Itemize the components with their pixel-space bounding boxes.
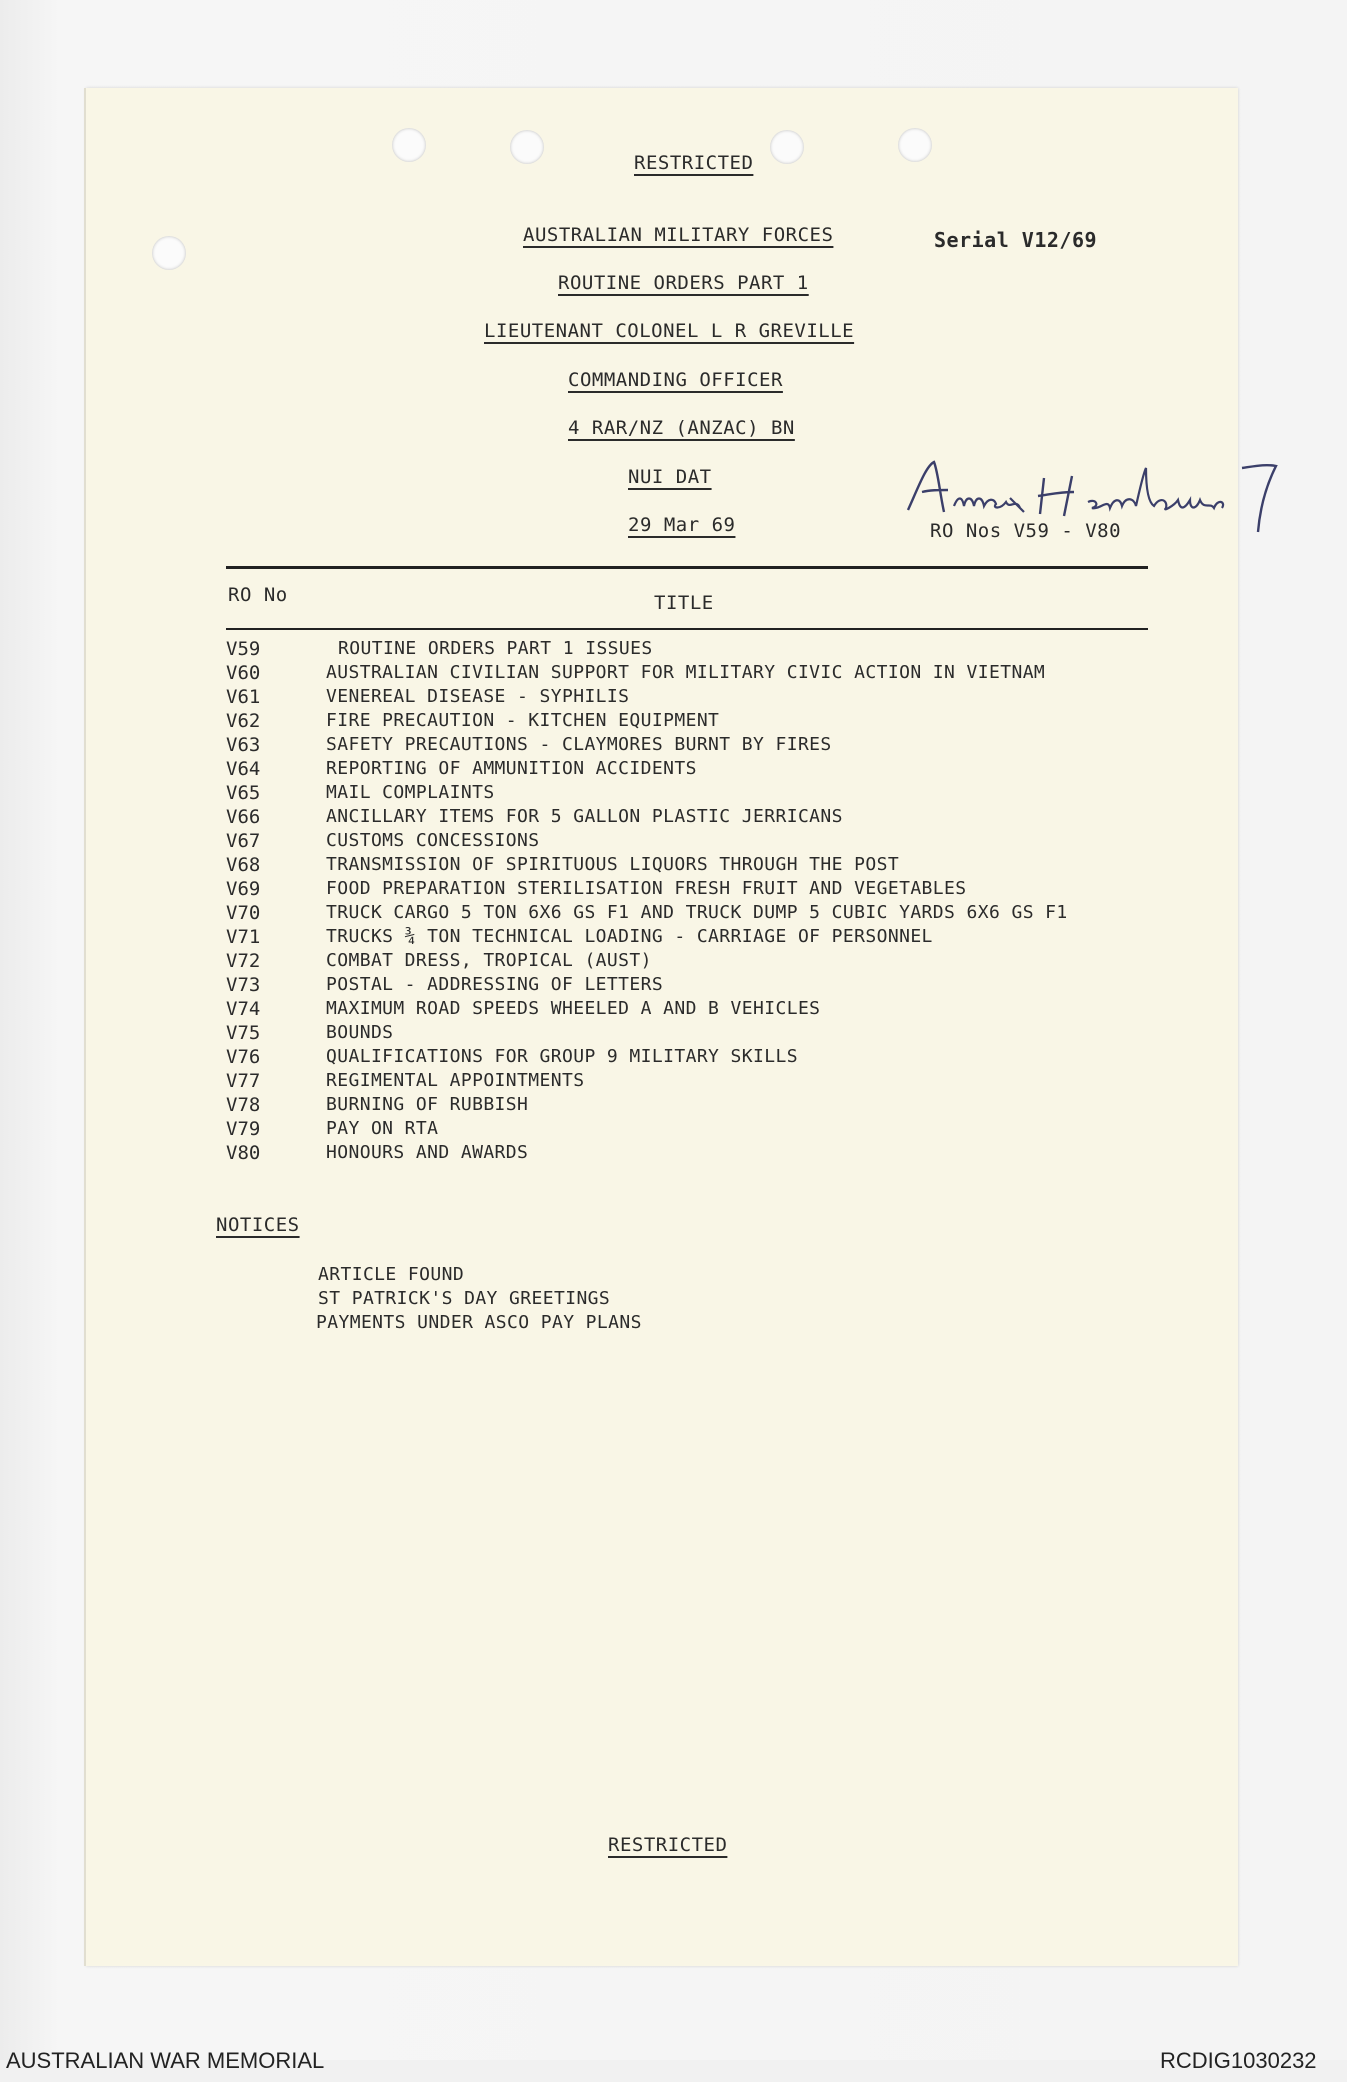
ro-title: TRANSMISSION OF SPIRITUOUS LIQUORS THROUGH THE POST [326, 854, 900, 875]
table-row [226, 686, 1226, 710]
ro-number: V80 [226, 1142, 261, 1164]
ro-number: V64 [226, 758, 261, 780]
ro-title: AUSTRALIAN CIVILIAN SUPPORT FOR MILITARY CIVIC ACTION IN VIETNAM [326, 662, 1046, 683]
table-row [226, 950, 1226, 974]
table-row [226, 878, 1226, 902]
ro-title: REGIMENTAL APPOINTMENTS [326, 1070, 585, 1091]
ro-number: V75 [226, 1022, 261, 1044]
punch-hole [770, 130, 804, 164]
table-row [226, 902, 1226, 926]
ro-number: V61 [226, 686, 261, 708]
ro-number: V65 [226, 782, 261, 804]
ro-number: V59 [226, 638, 261, 660]
ro-title: COMBAT DRESS, TROPICAL (AUST) [326, 950, 652, 971]
notices-heading: NOTICES [216, 1214, 300, 1236]
table-header-rule [226, 628, 1148, 630]
ro-title: ROUTINE ORDERS PART 1 ISSUES [338, 638, 653, 659]
ro-number: V76 [226, 1046, 261, 1068]
ro-title: SAFETY PRECAUTIONS - CLAYMORES BURNT BY FIRES [326, 734, 832, 755]
table-row [226, 926, 1226, 950]
footer-right: RCDIG1030232 [1160, 2048, 1317, 2073]
ro-title: POSTAL - ADDRESSING OF LETTERS [326, 974, 664, 995]
table-row [226, 758, 1226, 782]
table-row [226, 806, 1226, 830]
ro-number: V62 [226, 710, 261, 732]
handwritten-annotation [904, 458, 1284, 538]
document-page [86, 88, 1238, 1966]
issue-date: 29 Mar 69 [628, 514, 736, 536]
ro-title: HONOURS AND AWARDS [326, 1142, 529, 1163]
ro-title: CUSTOMS CONCESSIONS [326, 830, 540, 851]
ro-number: V77 [226, 1070, 261, 1092]
ro-title: QUALIFICATIONS FOR GROUP 9 MILITARY SKILLS [326, 1046, 798, 1067]
table-row [226, 638, 1226, 662]
ro-title: PAY ON RTA [326, 1118, 439, 1139]
ro-title: TRUCK CARGO 5 TON 6X6 GS F1 AND TRUCK DUMP 5 CUBIC YARDS 6X6 GS F1 [326, 902, 1068, 923]
table-row [226, 1142, 1226, 1166]
footer-left: AUSTRALIAN WAR MEMORIAL [6, 2048, 325, 2073]
column-header-ro-no: RO No [228, 584, 288, 606]
ro-list [226, 638, 1186, 1278]
ro-title: ANCILLARY ITEMS FOR 5 GALLON PLASTIC JERRICANS [326, 806, 843, 827]
ro-number: V74 [226, 998, 261, 1020]
ro-title: MAIL COMPLAINTS [326, 782, 495, 803]
notice-item: PAYMENTS UNDER ASCO PAY PLANS [316, 1312, 642, 1333]
ro-number: V66 [226, 806, 261, 828]
ro-number: V79 [226, 1118, 261, 1140]
table-row [226, 998, 1226, 1022]
ro-title: TRUCKS ¾ TON TECHNICAL LOADING - CARRIAGE OF PERSONNEL [326, 926, 933, 947]
ro-title: VENEREAL DISEASE - SYPHILIS [326, 686, 630, 707]
ro-number: V67 [226, 830, 261, 852]
punch-hole [898, 128, 932, 162]
table-row [226, 1022, 1226, 1046]
table-row [226, 782, 1226, 806]
ro-title: FIRE PRECAUTION - KITCHEN EQUIPMENT [326, 710, 720, 731]
notice-item: ARTICLE FOUND [318, 1264, 465, 1285]
punch-hole [510, 130, 544, 164]
table-row [226, 1046, 1226, 1070]
commander-role: COMMANDING OFFICER [568, 369, 783, 391]
ro-number: V63 [226, 734, 261, 756]
ro-number: V78 [226, 1094, 261, 1116]
table-row [226, 974, 1226, 998]
doc-type: ROUTINE ORDERS PART 1 [558, 272, 809, 294]
serial-number: Serial V12/69 [934, 228, 1098, 252]
ro-number: V68 [226, 854, 261, 876]
ro-number: V60 [226, 662, 261, 684]
table-row [226, 734, 1226, 758]
ro-number: V73 [226, 974, 261, 996]
table-row [226, 1094, 1226, 1118]
punch-hole [392, 128, 426, 162]
notice-item: ST PATRICK'S DAY GREETINGS [318, 1288, 611, 1309]
table-row [226, 662, 1226, 686]
ro-title: BOUNDS [326, 1022, 394, 1043]
ro-title: BURNING OF RUBBISH [326, 1094, 529, 1115]
ro-title: REPORTING OF AMMUNITION ACCIDENTS [326, 758, 697, 779]
ro-title: MAXIMUM ROAD SPEEDS WHEELED A AND B VEHICLES [326, 998, 821, 1019]
table-row [226, 854, 1226, 878]
location: NUI DAT [628, 466, 712, 488]
table-top-rule [226, 566, 1148, 569]
ro-number: V70 [226, 902, 261, 924]
punch-hole [152, 236, 186, 270]
ro-range: RO Nos V59 - V80 [930, 520, 1122, 542]
org-name: AUSTRALIAN MILITARY FORCES [523, 224, 834, 246]
table-row [226, 1118, 1226, 1142]
classification-top: RESTRICTED [634, 152, 754, 174]
ro-number: V69 [226, 878, 261, 900]
table-row [226, 1070, 1226, 1094]
table-row [226, 710, 1226, 734]
column-header-title: TITLE [654, 592, 714, 614]
classification-bottom: RESTRICTED [608, 1834, 728, 1856]
ro-number: V71 [226, 926, 261, 948]
ro-number: V72 [226, 950, 261, 972]
table-row [226, 830, 1226, 854]
unit-name: 4 RAR/NZ (ANZAC) BN [568, 417, 795, 439]
ro-title: FOOD PREPARATION STERILISATION FRESH FRUIT AND VEGETABLES [326, 878, 967, 899]
commander-name: LIEUTENANT COLONEL L R GREVILLE [484, 320, 855, 342]
